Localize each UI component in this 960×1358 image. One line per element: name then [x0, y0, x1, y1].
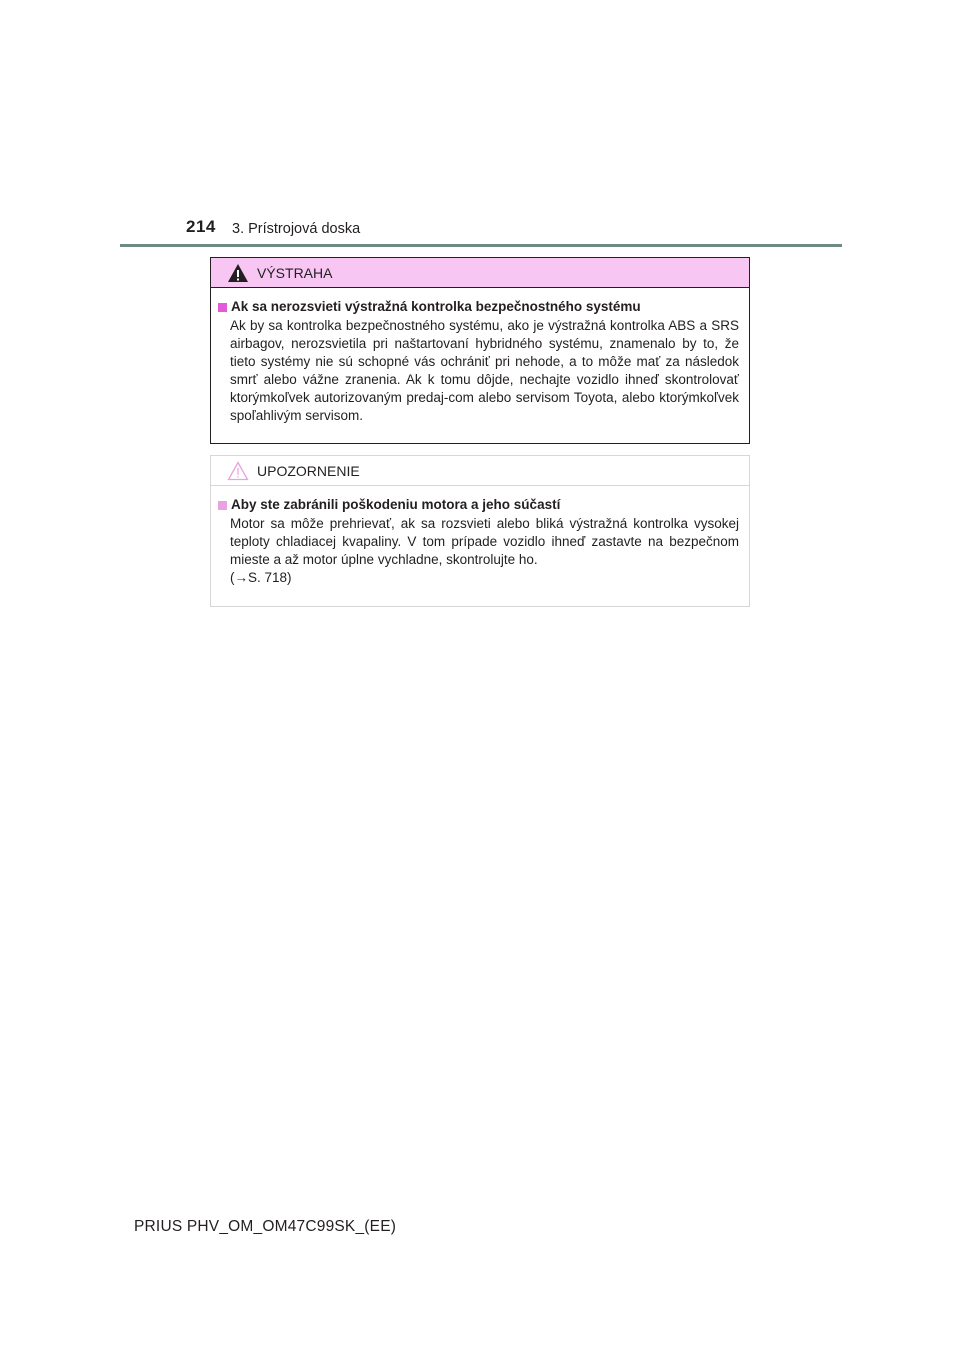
caution-box — [210, 455, 750, 607]
page-reference-link[interactable]: (→S. 718) — [230, 570, 292, 585]
square-bullet-icon — [218, 303, 227, 312]
warning-item-title: Ak sa nerozsvieti výstražná kontrolka bezpečnostného systému — [231, 299, 641, 314]
warning-item-text: Ak by sa kontrolka bezpečnostného systému, ako je výstražná kontrolka ABS a SRS airbagov, nerozsvietila pri naštartovaní hybridného systému, znamenalo by to, že tieto systémy nie sú schopné vás ochrániť pri nehode, a to môže mať za následok smrť alebo vážne zranenia. Ak k tomu dôjde, nechajte vozidlo ihneď skontrolovať ktorýmkoľvek autorizovaným predaj-com alebo servisom Toyota, alebo ktorýmkoľvek spoľahlivým servisom. — [230, 318, 739, 423]
warning-box — [210, 257, 750, 444]
warning-triangle-filled-icon — [227, 263, 249, 283]
square-bullet-icon — [218, 501, 227, 510]
document-code: PRIUS PHV_OM_OM47C99SK_(EE) — [134, 1218, 397, 1235]
caution-body — [211, 486, 749, 587]
section-title: 3. Prístrojová doska — [232, 221, 361, 237]
header-divider — [120, 244, 842, 247]
warning-item-heading — [218, 298, 739, 316]
caution-triangle-outline-icon — [227, 461, 249, 481]
caution-item-body: Motor sa môže prehrievať, ak sa rozsvieti alebo bliká výstražná kontrolka vysokej teploty chladiacej kvapaliny. V tom prípade vozidlo ihneď zastavte na bezpečnom mieste a až motor úplne vychladne, skontrolujte ho. — [230, 516, 739, 567]
caution-item-heading — [218, 496, 739, 514]
page-number: 214 — [186, 217, 216, 236]
warning-label: VÝSTRAHA — [257, 264, 333, 281]
caution-item-text — [230, 515, 739, 587]
warning-header — [211, 258, 749, 288]
caution-item-title: Aby ste zabránili poškodeniu motora a jeho súčastí — [231, 497, 561, 512]
caution-label: UPOZORNENIE — [257, 462, 360, 479]
warning-body — [211, 288, 749, 425]
caution-header — [211, 456, 749, 486]
